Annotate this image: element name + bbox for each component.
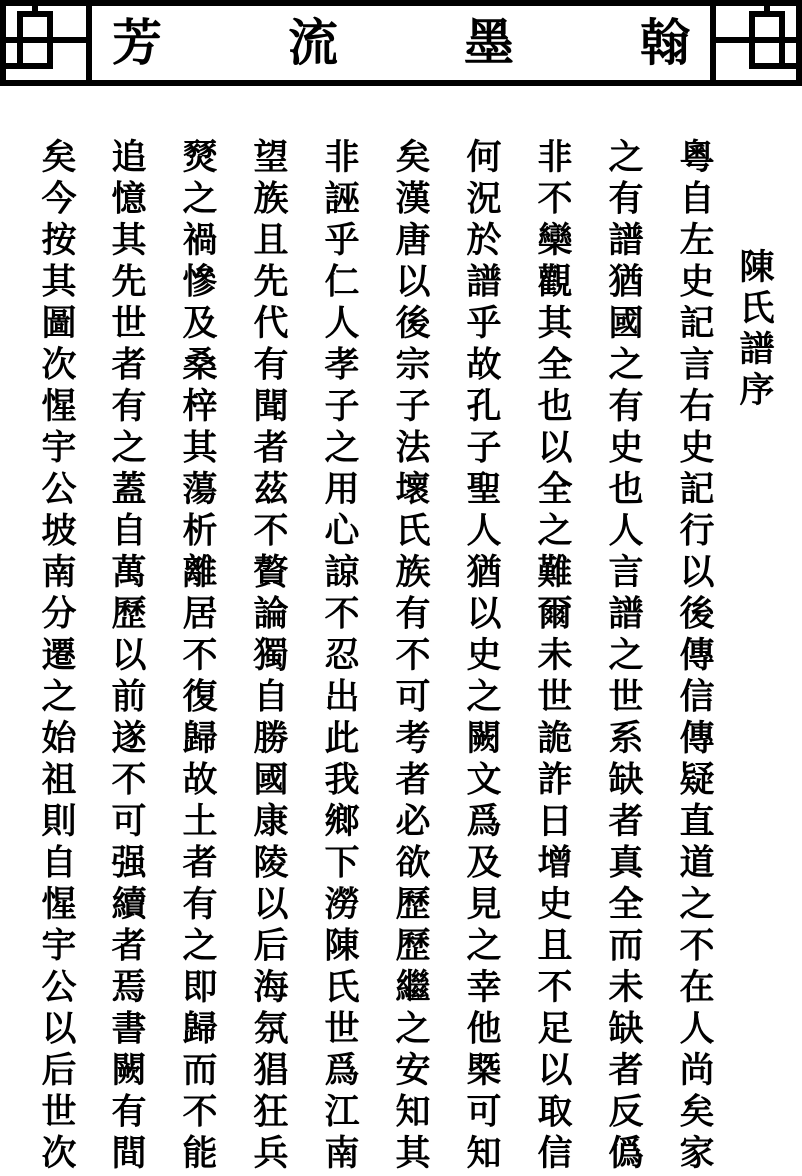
- left-lattice-ornament: [0, 0, 92, 86]
- text-column-10: 矣今按其圖次惺宇公坡南分遷之始祖則自惺宇公以后世次: [36, 138, 77, 1176]
- title-char: 芳: [112, 13, 162, 72]
- text-column-2: 之有譜猶國之有史也人言譜之世系缺者真全而未缺者反僞: [603, 138, 644, 1176]
- text-column-5: 矣漢唐以後宗子法壞氏族有不可考者必欲歷歷繼之安知其: [390, 138, 431, 1176]
- text-column-7: 望族且先代有聞者茲不贅論獨自勝國康陵以后海氛猖狂兵: [248, 138, 289, 1176]
- preface-heading: 陳氏譜序: [734, 248, 775, 412]
- header-banner: [0, 0, 802, 86]
- text-column-1: 粵自左史記言右史記行以後傳信傳疑直道之不在人尚矣家: [674, 138, 715, 1176]
- title-char: 翰: [640, 13, 690, 72]
- title-char: 墨: [464, 13, 514, 72]
- preface-body: [34, 138, 734, 1176]
- banner-bottom-rule: [0, 80, 802, 86]
- text-column-8: 燹之禍慘及桑梓其蕩析離居不復歸故土者有之即歸而不能: [177, 138, 218, 1176]
- text-column-6: 非誣乎仁人孝子之用心諒不忍出此我鄉下澇陳氏世爲江南: [319, 138, 360, 1176]
- text-column-9: 追憶其先世者有之蓋自萬歷以前遂不可强續者焉書闕有間: [106, 138, 147, 1176]
- title-char: 流: [288, 13, 338, 72]
- right-lattice-ornament: [710, 0, 802, 86]
- text-column-4: 何況於譜乎故孔子聖人猶以史之闕文爲及見之幸他槩可知: [461, 138, 502, 1176]
- banner-title: [92, 6, 710, 80]
- text-column-3: 非不欒觀其全也以全之難爾未世詭詐日增史且不足以取信: [532, 138, 573, 1176]
